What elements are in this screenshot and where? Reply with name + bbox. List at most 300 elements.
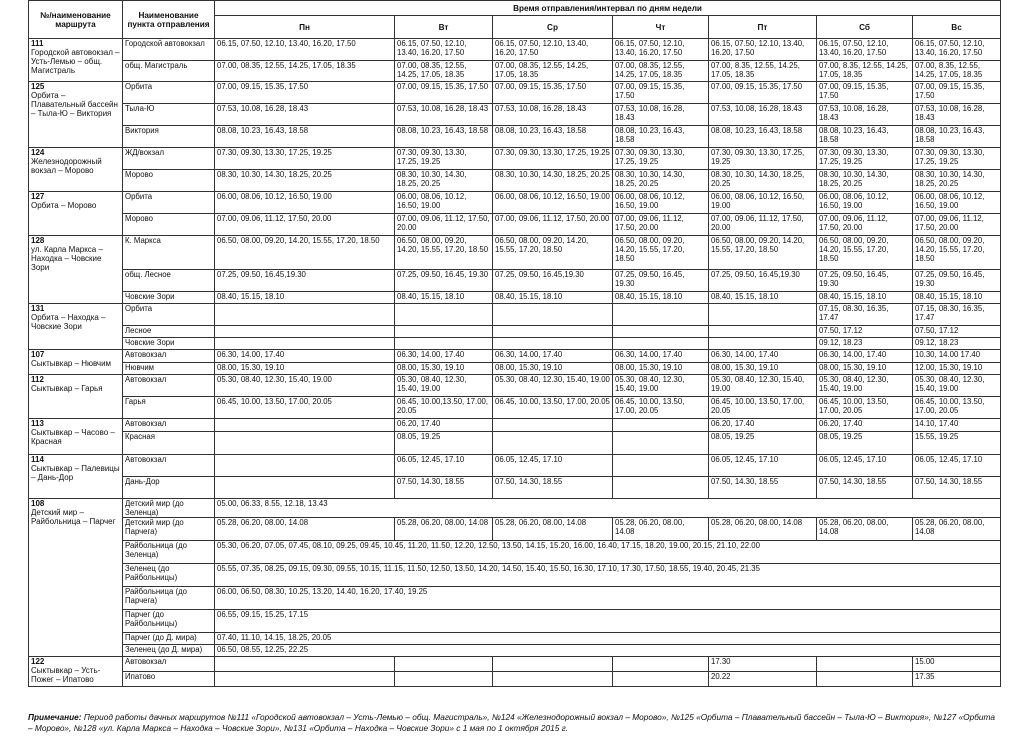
time-cell: 15.55, 19.25: [913, 432, 1001, 455]
time-cell: 06.00, 08.06, 10.12, 16.50, 19.00: [395, 192, 493, 214]
time-cell: 06.30, 14.00, 17.40: [215, 350, 395, 363]
footnote-label: Примечание:: [28, 712, 82, 722]
departure-point: Човские Зори: [123, 338, 215, 350]
departure-point: Городской автовокзал: [123, 39, 215, 61]
table-row: [29, 104, 1001, 126]
time-cell: 06.45, 10.00, 13.50, 17.00, 20.05: [493, 397, 613, 419]
time-cell: 07.15, 08.30, 16.35, 17.47: [913, 304, 1001, 326]
time-cell: 08.08, 10.23, 16.43, 18.58: [395, 126, 493, 148]
time-cell: 08.30, 10.30, 14.30, 18.25, 20.25: [493, 170, 613, 192]
time-cell: 06.30, 14.00, 17.40: [395, 350, 493, 363]
route-number: 128: [31, 236, 45, 245]
route-cell: [29, 419, 123, 455]
departure-point: Автовокзал: [123, 657, 215, 672]
time-cell: 07.50, 14.30, 18.55: [817, 477, 913, 499]
route-cell: [29, 350, 123, 375]
time-cell: 06.50, 08.00, 09.20, 14.20, 15.55, 17.20, 18.50: [215, 236, 395, 270]
time-cell: 08.08, 10.23, 16.43, 18.58: [913, 126, 1001, 148]
table-row: [29, 236, 1001, 270]
time-cell: 07.25, 09.50, 16.45,19.30: [215, 270, 395, 292]
time-cell: 07.00, 8.35, 12.55, 14.25, 17.05, 18.35: [709, 61, 817, 82]
time-cell: 06.15, 07.50, 12.10, 13.40, 16.20, 17.50: [817, 39, 913, 61]
time-cell: 06.00, 08.06, 10.12, 16.50, 19.00: [709, 192, 817, 214]
time-cell: 07.25, 09.50, 16.45, 19.30: [613, 270, 709, 292]
time-cell: 06.05, 12.45, 17.10: [493, 455, 613, 477]
time-cell: 06.20, 17.40: [817, 419, 913, 432]
time-cell: 07.50, 14.30, 18.55: [395, 477, 493, 499]
route-cell: [29, 82, 123, 148]
time-cell: 06.50, 08.00, 09.20, 14.20, 15.55, 17.20, 18.50: [709, 236, 817, 270]
time-cell: [215, 477, 395, 499]
time-cell: 06.45, 10.00, 13.50, 17.00, 20.05: [913, 397, 1001, 419]
time-cell: 07.00, 09.06, 11.12, 17.50, 20.00: [913, 214, 1001, 236]
times-all-days: 06.50, 08.55, 12.25, 22.25: [215, 645, 1001, 657]
route-number: 111: [31, 39, 44, 48]
time-cell: 06.15, 07.50, 12.10, 13.40, 16.20, 17.50: [215, 39, 395, 61]
time-cell: 07.30, 09.30, 13.30, 17.25, 19.25: [817, 148, 913, 170]
table-row: [29, 432, 1001, 455]
table-row: [29, 304, 1001, 326]
time-cell: 08.40, 15.15, 18.10: [215, 292, 395, 304]
table-row: [29, 363, 1001, 375]
time-cell: 08.00, 15.30, 19.10: [613, 363, 709, 375]
time-cell: 07.30, 09.30, 13.30, 17.25, 19.25: [613, 148, 709, 170]
day-header: Вс: [913, 16, 1001, 39]
route-number: 112: [31, 375, 44, 384]
table-header: [29, 1, 1001, 39]
time-cell: 05.28, 06.20, 08.00, 14.08: [395, 518, 493, 541]
time-cell: 09.12, 18.23: [913, 338, 1001, 350]
table-row: [29, 192, 1001, 214]
departure-point: Морово: [123, 170, 215, 192]
route-name: Орбита – Плавательный бассейн – Тыла-Ю – Виктория: [31, 91, 118, 118]
time-cell: [613, 432, 709, 455]
time-cell: [493, 338, 613, 350]
time-cell: 07.00, 08.35, 12.55, 14.25, 17.05, 18.35: [395, 61, 493, 82]
time-cell: 07.53, 10.08, 16.28, 18.43: [817, 104, 913, 126]
time-cell: 06.15, 07.50, 12.10, 13.40, 16.20, 17.50: [395, 39, 493, 61]
departure-point: Автовокзал: [123, 419, 215, 432]
time-cell: 08.40, 15.15, 18.10: [613, 292, 709, 304]
time-cell: 07.30, 09.30, 13.30, 17.25, 19.25: [709, 148, 817, 170]
table-row: [29, 645, 1001, 657]
footnote-text: Период работы дачных маршрутов №111 «Городской автовокзал – Усть-Лемью – общ. Магистраль», №124 «Железнодорожный вокзал – Морово», №125 «Орбита – Плавательный бассейн – Тыла-Ю – Виктория», №127 «Орбита – Морово», №128 «ул. Карла Маркса – Находка – Човские Зори», №131 «Орбита – Находка – Човские Зори» с 1 мая по 1 октября 2015 г.: [28, 712, 995, 733]
time-cell: 05.30, 08.40, 12.30, 15.40, 19.00: [613, 375, 709, 397]
time-cell: 07.00, 09.06, 11.12, 17.50, 20.00: [215, 214, 395, 236]
departure-point: Красная: [123, 432, 215, 455]
time-cell: 07.00, 09.15, 15.35, 17.50: [215, 82, 395, 104]
time-cell: 08.08, 10.23, 16.43, 18.58: [215, 126, 395, 148]
time-cell: 09.12, 18.23: [817, 338, 913, 350]
time-cell: 05.30, 08.40, 12.30, 15.40, 19.00: [493, 375, 613, 397]
day-header: Чт: [613, 16, 709, 39]
time-cell: [395, 672, 493, 687]
time-cell: 08.40, 15.15, 18.10: [817, 292, 913, 304]
table-row: [29, 672, 1001, 687]
day-header: Вт: [395, 16, 493, 39]
departure-point: общ. Лесное: [123, 270, 215, 292]
departure-point: Парчег (до Райбольницы): [123, 610, 215, 633]
route-name: Сыктывкар – Гарья: [31, 384, 103, 393]
time-cell: 06.45, 10.00, 13.50, 17.00, 20.05: [817, 397, 913, 419]
time-cell: 07.53, 10.08, 16.28, 18.43: [913, 104, 1001, 126]
time-cell: 05.30, 08.40, 12.30, 15.40, 19.00: [215, 375, 395, 397]
time-cell: 08.05, 19.25: [817, 432, 913, 455]
time-cell: 07.50, 14.30, 18.55: [913, 477, 1001, 499]
time-cell: 05.28, 06.20, 08.00, 14.08: [709, 518, 817, 541]
departure-point: Морово: [123, 214, 215, 236]
time-cell: [613, 338, 709, 350]
time-cell: [709, 338, 817, 350]
time-cell: 06.05, 12.45, 17.10: [709, 455, 817, 477]
times-all-days: 05.30, 06.20, 07.05, 07.45, 08.10, 09.25, 09.45, 10.45, 11.20, 11.50, 12.20, 12.50, 13.50, 14.15, 15.20, 16.00, 16.40, 17.15, 18.20, 19.00, 20.15, 21.10, 22.00: [215, 541, 1001, 564]
table-row: [29, 338, 1001, 350]
time-cell: 06.45, 10.00, 13.50, 17.00, 20.05: [215, 397, 395, 419]
time-cell: [215, 455, 395, 477]
time-cell: [215, 672, 395, 687]
route-column-header: №/наименование маршрута: [29, 1, 123, 39]
route-name: Орбита – Морово: [31, 201, 97, 210]
table-row: [29, 541, 1001, 564]
time-cell: 06.30, 14.00, 17.40: [613, 350, 709, 363]
time-cell: [215, 657, 395, 672]
table-row: [29, 350, 1001, 363]
table-row: [29, 397, 1001, 419]
time-cell: 08.30, 10.30, 14.30, 18.25, 20.25: [215, 170, 395, 192]
time-cell: [395, 657, 493, 672]
departure-point: Райбольница (до Парчега): [123, 587, 215, 610]
time-cell: 06.20, 17.40: [709, 419, 817, 432]
time-cell: [215, 304, 395, 326]
route-name: Орбита – Находка – Човские Зори: [31, 313, 106, 331]
time-cell: [613, 657, 709, 672]
time-cell: [817, 657, 913, 672]
time-cell: 08.00, 15.30, 19.10: [709, 363, 817, 375]
time-cell: 05.28, 06.20, 08.00, 14.08: [613, 518, 709, 541]
time-cell: 08.05, 19.25: [395, 432, 493, 455]
departure-point: Тыла-Ю: [123, 104, 215, 126]
departure-point: Автовокзал: [123, 455, 215, 477]
departure-point: Лесное: [123, 326, 215, 338]
time-cell: 08.08, 10.23, 16.43, 18.58: [613, 126, 709, 148]
time-cell: 06.45, 10.00,13.50, 17.00, 20.05: [395, 397, 493, 419]
departure-point: Парчег (до Д. мира): [123, 633, 215, 645]
time-cell: 07.53, 10.08, 16.28, 18.43: [709, 104, 817, 126]
route-cell: [29, 499, 123, 657]
departure-point: Райбольница (до Зеленца): [123, 541, 215, 564]
time-cell: 07.00, 09.15, 15.35, 17.50: [913, 82, 1001, 104]
table-row: [29, 61, 1001, 82]
time-cell: 06.20, 17.40: [395, 419, 493, 432]
table-row: [29, 214, 1001, 236]
table-row: [29, 126, 1001, 148]
time-cell: 08.00, 15.30, 19.10: [493, 363, 613, 375]
time-cell: 05.30, 08.40, 12.30, 15.40, 19.00: [817, 375, 913, 397]
time-cell: 07.30, 09.30, 13.30, 17.25, 19.25: [215, 148, 395, 170]
point-column-header: Наименование пункта отправления: [123, 1, 215, 39]
time-cell: 06.45, 10.00, 13.50, 17.00, 20.05: [709, 397, 817, 419]
table-row: [29, 292, 1001, 304]
time-cell: [493, 657, 613, 672]
time-cell: 07.30, 09.30, 13.30, 17.25, 19.25: [913, 148, 1001, 170]
time-cell: [215, 419, 395, 432]
route-number: 108: [31, 499, 45, 508]
time-cell: 07.50, 14.30, 18.55: [493, 477, 613, 499]
table-row: [29, 564, 1001, 587]
time-cell: 08.05, 19.25: [709, 432, 817, 455]
time-cell: 07.15, 08.30, 16.35, 17.47: [817, 304, 913, 326]
route-number: 125: [31, 82, 45, 91]
departure-point: Нювчим: [123, 363, 215, 375]
time-cell: [493, 672, 613, 687]
day-header: Пт: [709, 16, 817, 39]
time-cell: 06.05, 12.45, 17.10: [395, 455, 493, 477]
times-all-days: 06.00, 06.50, 08.30, 10.25, 13.20, 14.40, 16.20, 17.40, 19.25: [215, 587, 1001, 610]
day-header: Пн: [215, 16, 395, 39]
route-number: 131: [31, 304, 45, 313]
time-cell: [493, 432, 613, 455]
time-column-header: Время отправления/интервал по дням недели: [215, 1, 1001, 16]
route-name: Сыктывкар – Усть-Пожег – Ипатово: [31, 666, 101, 684]
route-number: 122: [31, 657, 45, 666]
time-cell: [493, 304, 613, 326]
departure-point: Гарья: [123, 397, 215, 419]
time-cell: 07.00, 08.35, 12.55, 14.25, 17.05, 18.35: [493, 61, 613, 82]
time-cell: 08.30, 10.30, 14.30, 18.25, 20.25: [817, 170, 913, 192]
schedule-page: [28, 0, 1000, 690]
time-cell: [709, 304, 817, 326]
time-cell: [709, 326, 817, 338]
route-cell: [29, 657, 123, 687]
time-cell: 08.30, 10.30, 14.30, 18.25, 20.25: [395, 170, 493, 192]
time-cell: [613, 477, 709, 499]
time-cell: 06.05, 12.45, 17.10: [913, 455, 1001, 477]
table-row: [29, 587, 1001, 610]
time-cell: 05.28, 06.20, 08.00, 14.08: [493, 518, 613, 541]
time-cell: [613, 304, 709, 326]
time-cell: 08.40, 15.15, 18.10: [395, 292, 493, 304]
time-cell: 07.30, 09.30, 13.30, 17.25, 19.25: [395, 148, 493, 170]
route-cell: [29, 375, 123, 419]
time-cell: 07.00, 09.06, 11.12, 17.50, 20.00: [709, 214, 817, 236]
departure-point: Детский мир (до Зеленца): [123, 499, 215, 518]
table-body: [29, 39, 1001, 687]
table-row: [29, 499, 1001, 518]
times-all-days: 06.55, 09.15, 15.25, 17.15: [215, 610, 1001, 633]
time-cell: 08.40, 15.15, 18.10: [913, 292, 1001, 304]
time-cell: [613, 419, 709, 432]
time-cell: 08.00, 15.30, 19.10: [215, 363, 395, 375]
time-cell: [215, 338, 395, 350]
time-cell: 07.00, 08.35, 12.55, 14.25, 17.05, 18.35: [215, 61, 395, 82]
day-header: Ср: [493, 16, 613, 39]
time-cell: 08.30, 10.30, 14.30, 18.25, 20.25: [913, 170, 1001, 192]
time-cell: 07.00, 08.35, 12.55, 14.25, 17.05, 18.35: [613, 61, 709, 82]
route-number: 114: [31, 455, 44, 464]
time-cell: 20.22: [709, 672, 817, 687]
time-cell: 06.15, 07.50, 12.10, 13.40, 16.20, 17.50: [913, 39, 1001, 61]
time-cell: 05.28, 06.20, 08.00, 14.08: [913, 518, 1001, 541]
time-cell: 14.10, 17.40: [913, 419, 1001, 432]
table-row: [29, 39, 1001, 61]
route-name: Железнодорожный вокзал – Морово: [31, 157, 102, 175]
time-cell: 06.50, 08.00, 09.20, 14.20, 15.55, 17.20, 18.50: [913, 236, 1001, 270]
time-cell: [493, 419, 613, 432]
departure-point: Орбита: [123, 304, 215, 326]
time-cell: [817, 672, 913, 687]
route-number: 124: [31, 148, 45, 157]
route-cell: [29, 304, 123, 350]
time-cell: 10.30, 14.00 17.40: [913, 350, 1001, 363]
time-cell: 07.50, 17.12: [913, 326, 1001, 338]
time-cell: 17.35: [913, 672, 1001, 687]
route-name: Сыктывкар – Палевицы – Дань-Дор: [31, 464, 120, 482]
route-cell: [29, 236, 123, 304]
departure-point: ЖД/вокзал: [123, 148, 215, 170]
route-name: Городской автовокзал – Усть-Лемью – общ. Магистраль: [31, 48, 120, 75]
times-all-days: 05.55, 07.35, 08.25, 09.15, 09.30, 09.55, 10.15, 11.15, 11.50, 12.50, 13.50, 14.20, 14.50, 15.40, 15.50, 16.30, 17.10, 17.30, 17.50, 18.55, 19.40, 20.45, 21.35: [215, 564, 1001, 587]
time-cell: [395, 326, 493, 338]
table-row: [29, 657, 1001, 672]
time-cell: 07.00, 09.06, 11.12, 17.50, 20.00: [395, 214, 493, 236]
departure-point: Орбита: [123, 82, 215, 104]
time-cell: 07.25, 09.50, 16.45, 19.30: [913, 270, 1001, 292]
time-cell: 06.05, 12.45, 17.10: [817, 455, 913, 477]
time-cell: 07.25, 09.50, 16.45,19.30: [493, 270, 613, 292]
table-row: [29, 455, 1001, 477]
time-cell: 06.50, 08.00, 09.20, 14.20, 15.55, 17.20, 18.50: [395, 236, 493, 270]
route-cell: [29, 148, 123, 192]
time-cell: 06.15, 07.50, 12.10, 13.40, 16.20, 17.50: [493, 39, 613, 61]
time-cell: 07.53, 10.08, 16.28, 18.43: [395, 104, 493, 126]
time-cell: 06.30, 14.00, 17.40: [709, 350, 817, 363]
time-cell: 05.30, 08.40, 12.30, 15.40, 19.00: [395, 375, 493, 397]
departure-point: К. Маркса: [123, 236, 215, 270]
table-row: [29, 82, 1001, 104]
time-cell: 07.00, 8.35, 12.55, 14.25, 17.05, 18.35: [913, 61, 1001, 82]
time-cell: 05.30, 08.40, 12.30, 15.40, 19.00: [709, 375, 817, 397]
time-cell: 08.08, 10.23, 16.43, 18.58: [493, 126, 613, 148]
table-row: [29, 518, 1001, 541]
time-cell: 06.50, 08.00, 09.20, 14.20, 15.55, 17.20, 18.50: [817, 236, 913, 270]
table-row: [29, 477, 1001, 499]
route-number: 107: [31, 350, 45, 359]
route-cell: [29, 39, 123, 82]
time-cell: 06.00, 08.06, 10.12, 16.50, 19.00: [493, 192, 613, 214]
table-row: [29, 170, 1001, 192]
time-cell: 07.00, 09.06, 11.12, 17.50, 20.00: [817, 214, 913, 236]
time-cell: 15.00: [913, 657, 1001, 672]
time-cell: [613, 326, 709, 338]
time-cell: 06.00, 08.06, 10.12, 16.50, 19.00: [215, 192, 395, 214]
time-cell: 07.25, 09.50, 16.45, 19.30: [395, 270, 493, 292]
route-cell: [29, 455, 123, 499]
table-row: [29, 610, 1001, 633]
time-cell: 05.28, 06.20, 08.00, 14.08: [215, 518, 395, 541]
route-name: Детский мир – Райбольница – Парчег: [31, 508, 116, 526]
time-cell: 07.53, 10.08, 16.28, 18.43: [613, 104, 709, 126]
route-name: ул. Карла Маркса – Находка – Човские Зори: [31, 245, 103, 272]
time-cell: [395, 304, 493, 326]
time-cell: 07.30, 09.30, 13.30, 17.25, 19.25: [493, 148, 613, 170]
time-cell: 06.45, 10.00, 13.50, 17.00, 20.05: [613, 397, 709, 419]
departure-point: общ. Магистраль: [123, 61, 215, 82]
time-cell: 07.50, 14.30, 18.55: [709, 477, 817, 499]
time-cell: 06.15, 07.50, 12.10, 13.40, 16.20, 17.50: [613, 39, 709, 61]
time-cell: 08.08, 10.23, 16.43, 18.58: [709, 126, 817, 148]
time-cell: 07.00, 09.15, 15.35, 17.50: [709, 82, 817, 104]
time-cell: 07.53, 10.08, 16.28, 18.43: [215, 104, 395, 126]
time-cell: 06.00, 08.06, 10.12, 16.50, 19.00: [913, 192, 1001, 214]
table-row: [29, 375, 1001, 397]
time-cell: 07.00, 09.15, 15.35, 17.50: [613, 82, 709, 104]
time-cell: 07.50, 17.12: [817, 326, 913, 338]
time-cell: 06.50, 08.00, 09.20, 14.20, 15.55, 17.20, 18.50: [613, 236, 709, 270]
time-cell: 08.40, 15.15, 18.10: [709, 292, 817, 304]
departure-point: Ипатово: [123, 672, 215, 687]
time-cell: 05.28, 06.20, 08.00, 14.08: [817, 518, 913, 541]
time-cell: 08.30, 10.30, 14.30, 18.25, 20.25: [613, 170, 709, 192]
time-cell: 08.30, 10.30, 14.30, 18.25, 20.25: [709, 170, 817, 192]
time-cell: 06.30, 14.00, 17.40: [493, 350, 613, 363]
departure-point: Орбита: [123, 192, 215, 214]
time-cell: 07.00, 09.15, 15.35, 17.50: [493, 82, 613, 104]
departure-point: Човские Зори: [123, 292, 215, 304]
times-all-days: 05.00, 06.33, 8.55, 12.18, 13.43: [215, 499, 1001, 518]
route-number: 113: [31, 419, 44, 428]
table-row: [29, 148, 1001, 170]
time-cell: 17.30: [709, 657, 817, 672]
time-cell: [613, 672, 709, 687]
time-cell: [215, 432, 395, 455]
time-cell: 06.00, 08.06, 10.12, 16.50, 19.00: [613, 192, 709, 214]
table-row: [29, 326, 1001, 338]
time-cell: 07.00, 8.35, 12.55, 14.25, 17.05, 18.35: [817, 61, 913, 82]
time-cell: 07.00, 09.15, 15.35, 17.50: [817, 82, 913, 104]
time-cell: 08.00, 15.30, 19.10: [817, 363, 913, 375]
times-all-days: 07.40, 11.10, 14.15, 18.25, 20.05: [215, 633, 1001, 645]
time-cell: [493, 326, 613, 338]
time-cell: [395, 338, 493, 350]
time-cell: 07.00, 09.06, 11.12, 17.50, 20.00: [613, 214, 709, 236]
table-row: [29, 419, 1001, 432]
footnote: [28, 712, 1000, 733]
table-row: [29, 270, 1001, 292]
time-cell: 05.30, 08.40, 12.30, 15.40, 19.00: [913, 375, 1001, 397]
departure-point: Зеленец (до Райбольницы): [123, 564, 215, 587]
departure-point: Автовокзал: [123, 375, 215, 397]
time-cell: 06.00, 08.06, 10.12, 16.50, 19.00: [817, 192, 913, 214]
schedule-table: [28, 0, 1001, 687]
time-cell: 07.00, 09.06, 11.12, 17.50, 20.00: [493, 214, 613, 236]
time-cell: 06.15, 07.50, 12.10, 13.40, 16.20, 17.50: [709, 39, 817, 61]
time-cell: 07.00, 09.15, 15.35, 17.50: [395, 82, 493, 104]
table-row: [29, 633, 1001, 645]
route-name: Сыктывкар – Нювчим: [31, 359, 112, 368]
time-cell: 08.00, 15.30, 19.10: [395, 363, 493, 375]
time-cell: 08.08, 10.23, 16.43, 18.58: [817, 126, 913, 148]
departure-point: Дань-Дор: [123, 477, 215, 499]
time-cell: 06.50, 08.00, 09.20, 14.20, 15.55, 17.20, 18.50: [493, 236, 613, 270]
time-cell: 08.40, 15.15, 18.10: [493, 292, 613, 304]
time-cell: 12.00, 15.30, 19.10: [913, 363, 1001, 375]
time-cell: 07.25, 09.50, 16.45,19.30: [709, 270, 817, 292]
route-name: Сыктывкар – Часово – Красная: [31, 428, 115, 446]
time-cell: 07.25, 09.50, 16.45, 19.30: [817, 270, 913, 292]
time-cell: [613, 455, 709, 477]
departure-point: Детский мир (до Парчега): [123, 518, 215, 541]
route-cell: [29, 192, 123, 236]
